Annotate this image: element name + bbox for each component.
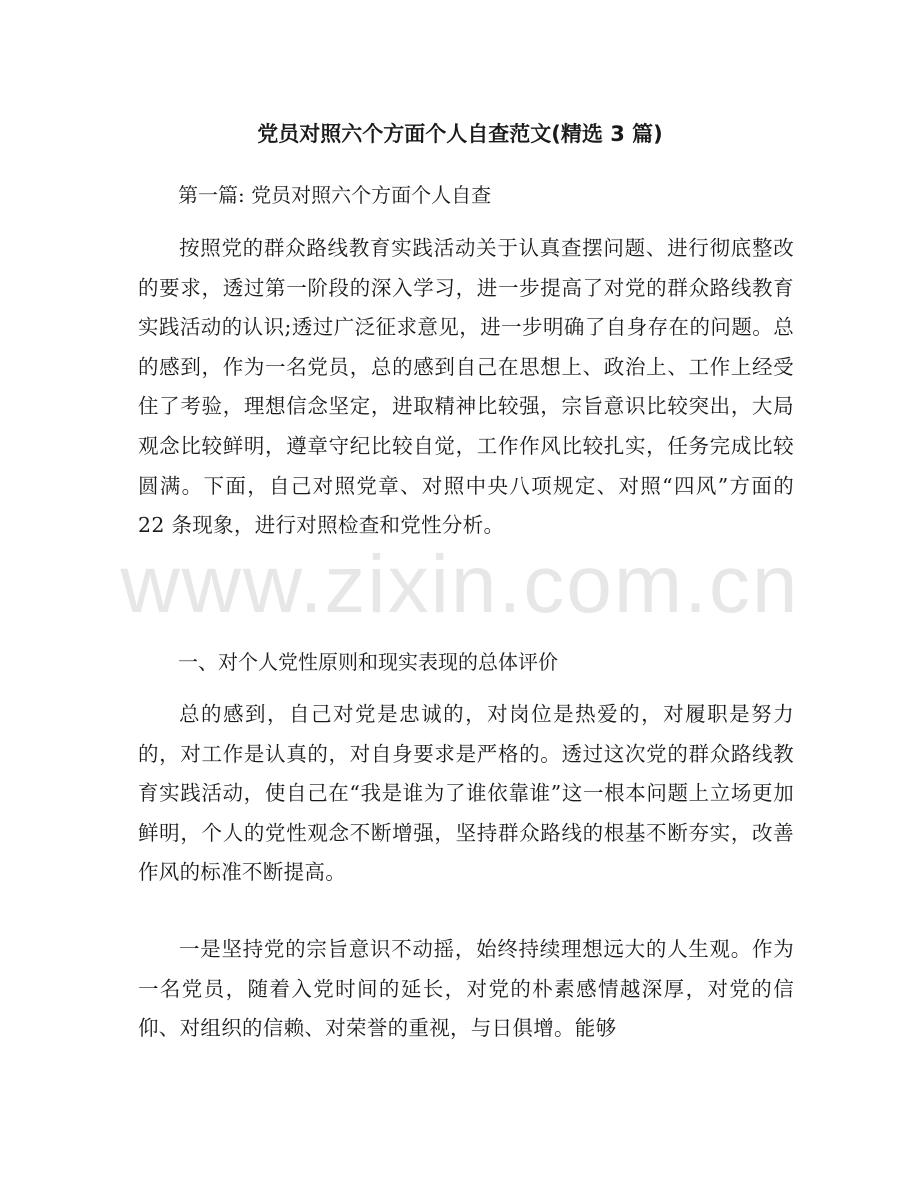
watermark: www.zixin.com.cn — [120, 539, 800, 630]
body-paragraph: 一是坚持党的宗旨意识不动摇，始终持续理想远大的人生观。作为一名党员，随着入党时间的延长，对党的朴素感情越深厚，对党的信仰、对组织的信赖、对荣誉的重视，与日俱增。能够 — [138, 937, 794, 1041]
section-heading: 第一篇: 党员对照六个方面个人自查 — [178, 183, 492, 207]
body-paragraph: 总的感到，自己对党是忠诚的，对岗位是热爱的，对履职是努力的，对工作是认真的，对自身要求是严格的。透过这次党的群众路线教育实践活动，使自己在“我是谁为了谁依靠谁”这一根本问题上立场更加鲜明，个人的党性观念不断增强，坚持群众路线的根基不断夯实，改善作风的标准不断提高。 — [138, 702, 794, 885]
subsection-heading: 一、对个人党性原则和现实表现的总体评价 — [178, 650, 558, 674]
document-title: 党员对照六个方面个人自查范文(精选 3 篇) — [257, 122, 663, 146]
body-paragraph: 按照党的群众路线教育实践活动关于认真查摆问题、进行彻底整改的要求，透过第一阶段的深入学习，进一步提高了对党的群众路线教育实践活动的认识;透过广泛征求意见，进一步明确了自身存在的问题。总的感到，作为一名党员，总的感到自己在思想上、政治上、工作上经受住了考验，理想信念坚定，进取精神比较强，宗旨意识比较突出，大局观念比较鲜明，遵章守纪比较自觉，工作作风比较扎实，任务完成比较圆满。下面，自己对照党章、对照中央八项规定、对照“四风”方面的 22 条现象，进行对照检查和党性分析。 — [138, 236, 794, 538]
